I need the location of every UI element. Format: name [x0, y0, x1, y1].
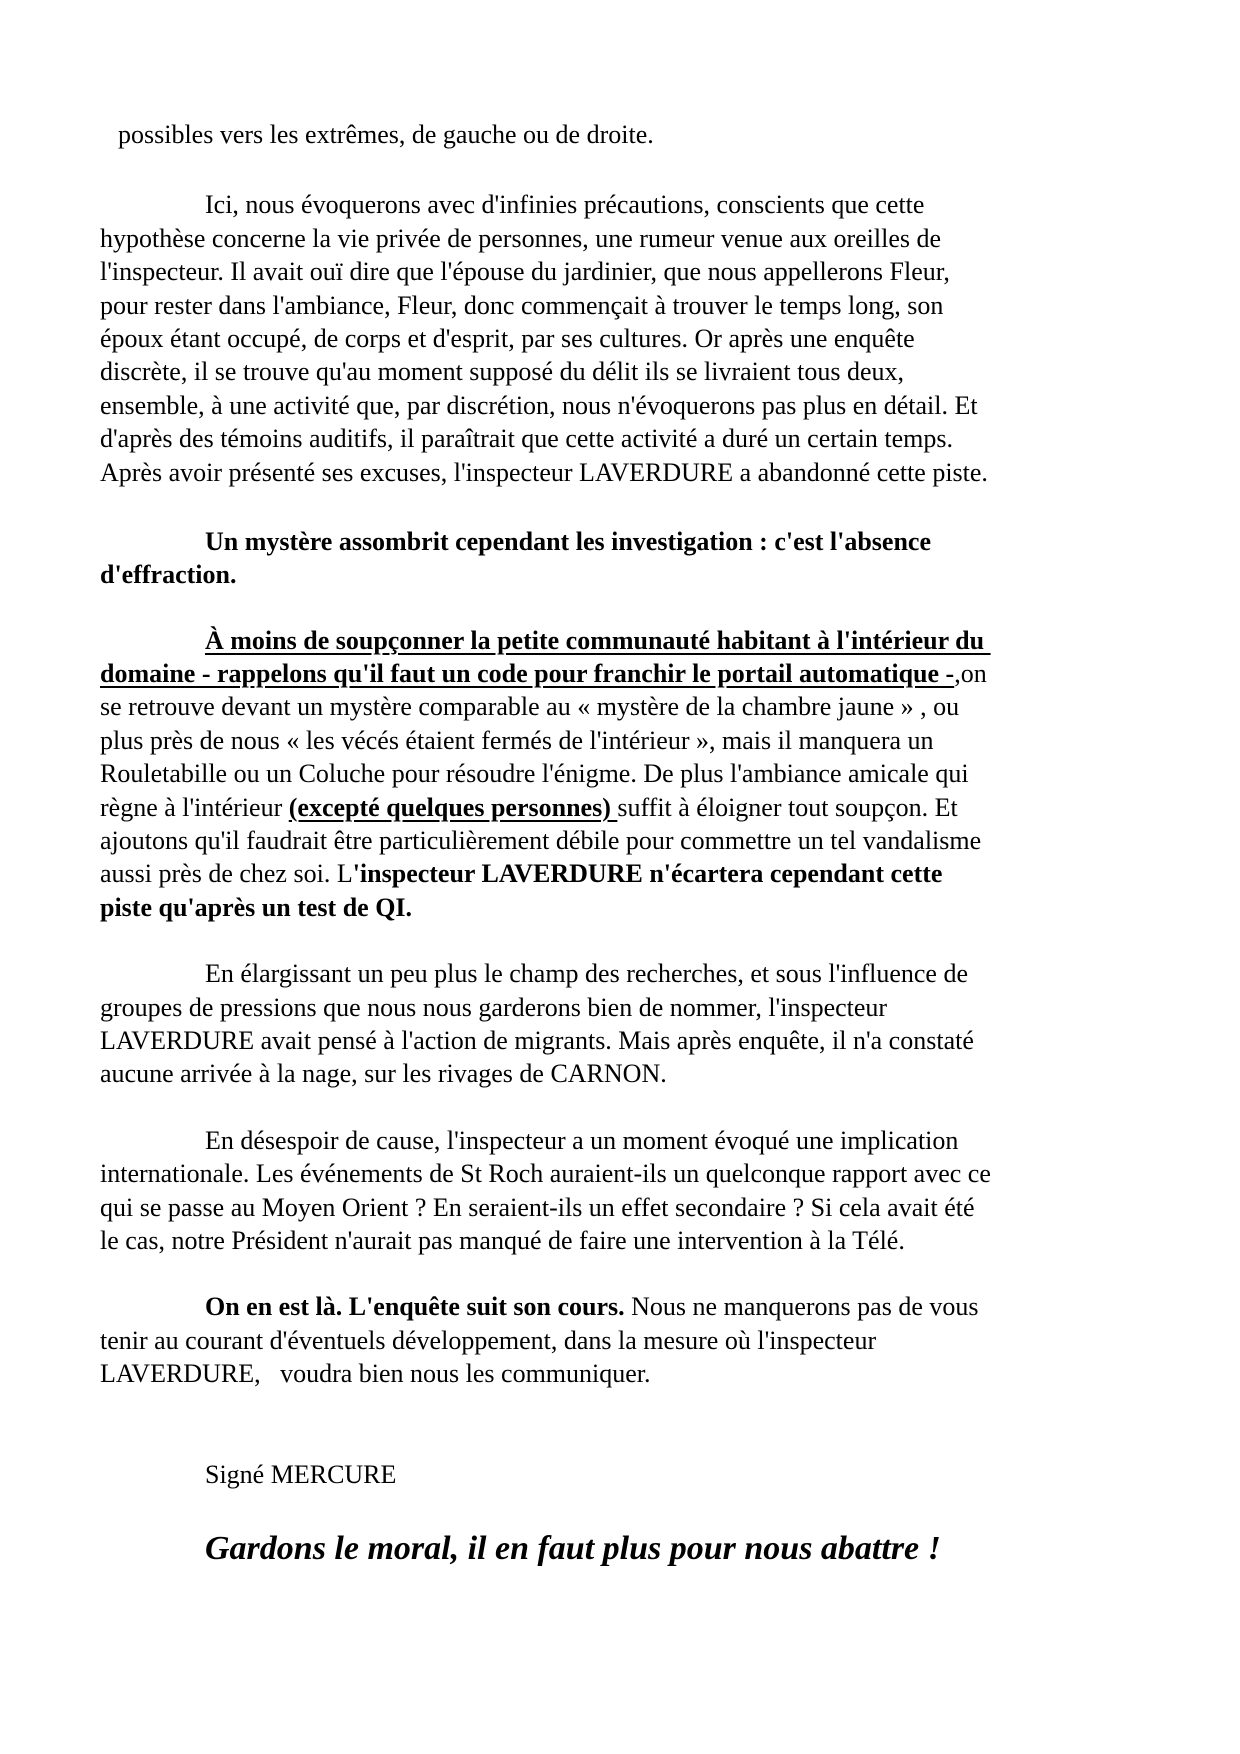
text-segment: d'effraction.: [100, 560, 237, 590]
text-line: [100, 222, 1160, 255]
text-line: [100, 757, 1160, 790]
text-line: [100, 456, 1160, 489]
paragraph-mystere: [100, 525, 1160, 592]
text-segment: ensemble, à une activité que, par discrétion, nous n'évoquerons pas plus en détail. Et: [100, 390, 978, 420]
text-segment: aucune arrivée à la nage, sur les rivages de CARNON.: [100, 1059, 667, 1089]
text-line: [100, 624, 1160, 657]
text-segment: Nous ne manquerons pas de vous: [624, 1292, 979, 1322]
text-line: [100, 1191, 1160, 1224]
text-segment: internationale. Les événements de St Roch auraient-ils un quelconque rapport avec ce: [100, 1159, 991, 1189]
text-line: [100, 991, 1160, 1024]
text-segment: LAVERDURE avait pensé à l'action de migrants. Mais après enquête, il n'a constaté: [100, 1025, 974, 1055]
text-line: [100, 1057, 1160, 1090]
text-segment: À moins de soupçonner la petite communauté habitant à l'intérieur du: [205, 625, 991, 655]
text-segment: l'inspecteur. Il avait ouï dire que l'épouse du jardinier, que nous appellerons Fleur,: [100, 257, 950, 287]
text-segment: discrète, il se trouve qu'au moment supposé du délit ils se livraient tous deux,: [100, 357, 905, 387]
text-line: [100, 255, 1160, 288]
text-segment: LAVERDURE, voudra bien nous les communiquer.: [100, 1359, 651, 1389]
text-segment: pour rester dans l'ambiance, Fleur, donc commençait à trouver le temps long, son: [100, 290, 944, 320]
text-segment: piste qu'après un test de QI.: [100, 892, 413, 922]
text-segment: qui se passe au Moyen Orient ? En seraient-ils un effet secondaire ? Si cela avait été: [100, 1192, 975, 1222]
text-segment: 'inspecteur LAVERDURE n'écartera cependant cette: [352, 859, 943, 889]
text-line: [100, 657, 1160, 690]
text-line: [100, 891, 1160, 924]
text-segment: aussi près de chez soi. L: [100, 859, 353, 889]
text-segment: Signé MERCURE: [205, 1459, 397, 1489]
text-segment: Après avoir présenté ses excuses, l'inspecteur LAVERDURE a abandonné cette piste.: [100, 457, 988, 487]
paragraph-signature: [100, 1458, 1160, 1491]
text-segment: plus près de nous « les vécés étaient fermés de l'intérieur », mais il manquera un: [100, 725, 934, 755]
text-line: [100, 857, 1160, 890]
text-segment: d'après des témoins auditifs, il paraîtrait que cette activité a duré un certain temps.: [100, 424, 953, 454]
text-segment: règne à l'intérieur: [100, 792, 289, 822]
text-line: [100, 1290, 1160, 1323]
text-line: [100, 1224, 1160, 1257]
text-line: [100, 824, 1160, 857]
text-segment: ajoutons qu'il faudrait être particulièrement débile pour commettre un tel vandalisme: [100, 826, 982, 856]
text-segment: Ici, nous évoquerons avec d'infinies précautions, conscients que cette: [205, 190, 925, 220]
paragraph-conclusion: [100, 1290, 1160, 1390]
text-segment: Gardons le moral, il en faut plus pour nous abattre !: [205, 1529, 941, 1567]
text-segment: tenir au courant d'éventuels développement, dans la mesure où l'inspecteur: [100, 1325, 877, 1355]
text-line: [100, 1527, 1160, 1571]
text-line: [100, 724, 1160, 757]
text-segment: se retrouve devant un mystère comparable au « mystère de la chambre jaune » , ou: [100, 692, 960, 722]
text-segment: époux étant occupé, de corps et d'esprit, par ses cultures. Or après une enquête: [100, 323, 915, 353]
text-line: [100, 322, 1160, 355]
text-segment: suffit à éloigner tout soupçon. Et: [617, 792, 958, 822]
document-body: [100, 118, 1160, 1571]
text-segment: groupes de pressions que nous nous garderons bien de nommer, l'inspecteur: [100, 992, 888, 1022]
text-segment: le cas, notre Président n'aurait pas manqué de faire une intervention à la Télé.: [100, 1225, 905, 1255]
text-line: [100, 389, 1160, 422]
paragraph-intro-fragment: [100, 118, 1160, 151]
text-segment: ,on: [954, 659, 987, 689]
text-line: [100, 690, 1160, 723]
text-line: [100, 289, 1160, 322]
text-line: [100, 1124, 1160, 1157]
text-line: [100, 118, 1160, 151]
text-line: [100, 1357, 1160, 1390]
text-segment: domaine - rappelons qu'il faut un code pour franchir le portail automatique -: [100, 659, 955, 689]
text-line: [100, 355, 1160, 388]
text-segment: En désespoir de cause, l'inspecteur a un moment évoqué une implication: [205, 1125, 959, 1155]
text-line: [100, 1024, 1160, 1057]
text-line: [100, 188, 1160, 221]
text-segment: En élargissant un peu plus le champ des recherches, et sous l'influence de: [205, 959, 969, 989]
text-line: [100, 791, 1160, 824]
text-line: [100, 957, 1160, 990]
paragraph-communaute: [100, 624, 1160, 925]
text-line: [100, 1324, 1160, 1357]
text-line: [100, 1157, 1160, 1190]
text-line: [100, 558, 1160, 591]
paragraph-devise: [100, 1527, 1160, 1571]
text-segment: possibles vers les extrêmes, de gauche ou de droite.: [118, 120, 654, 149]
text-segment: hypothèse concerne la vie privée de personnes, une rumeur venue aux oreilles de: [100, 223, 942, 253]
text-segment: On en est là. L'enquête suit son cours.: [205, 1292, 625, 1322]
paragraph-rumeur: [100, 188, 1160, 489]
paragraph-migrants: [100, 957, 1160, 1091]
text-line: [100, 422, 1160, 455]
text-segment: (excepté quelques personnes): [288, 792, 618, 822]
paragraph-internationale: [100, 1124, 1160, 1258]
text-segment: Rouletabille ou un Coluche pour résoudre l'énigme. De plus l'ambiance amicale qui: [100, 759, 969, 789]
text-line: [100, 525, 1160, 558]
text-line: [100, 1458, 1160, 1491]
text-segment: Un mystère assombrit cependant les investigation : c'est l'absence: [205, 526, 932, 556]
